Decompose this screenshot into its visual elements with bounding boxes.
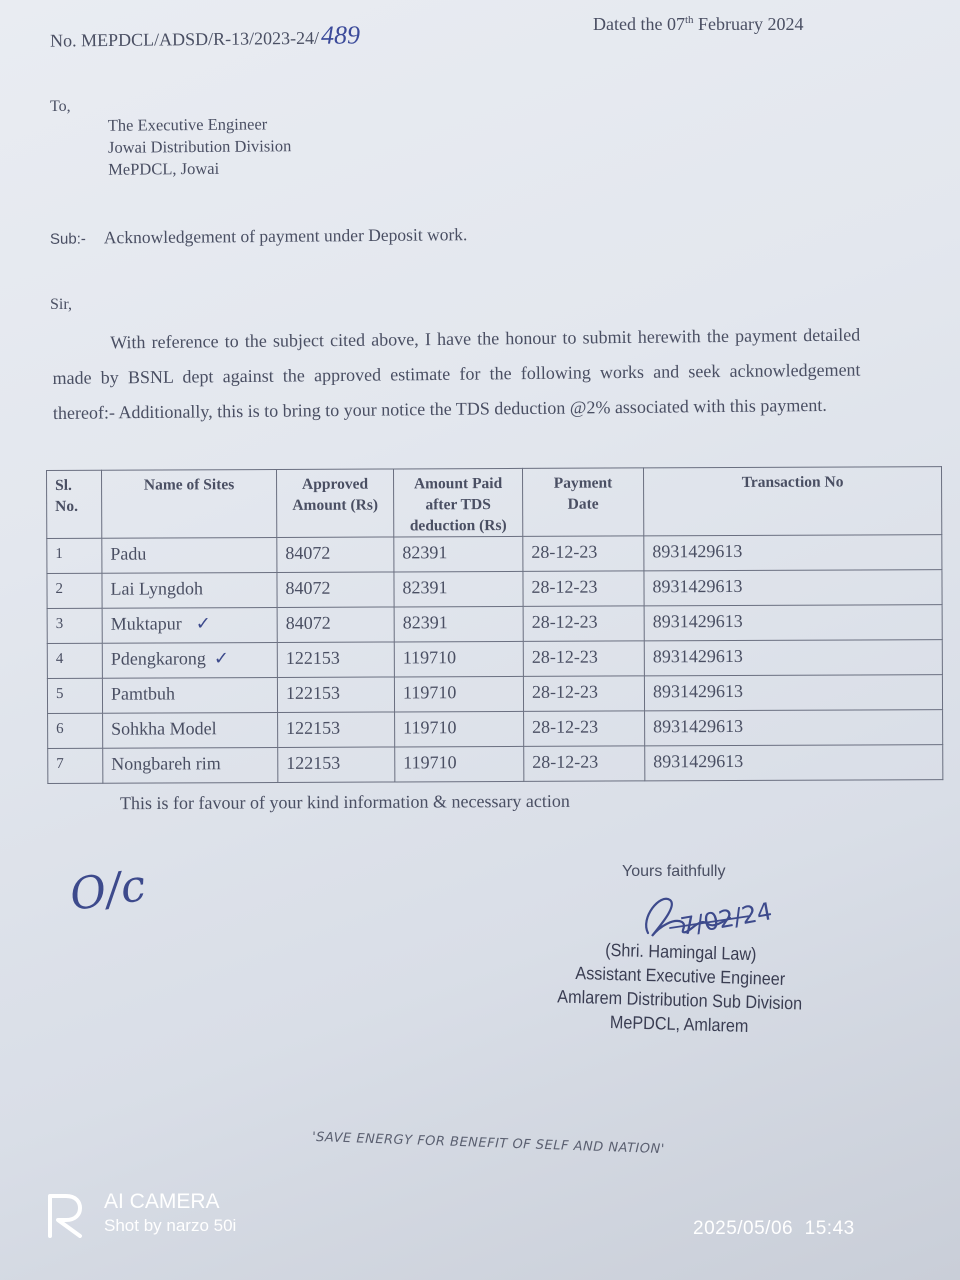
camera-watermark-subtitle: Shot by narzo 50i	[104, 1216, 237, 1235]
cell-sl: 5	[47, 678, 102, 713]
to-label: To,	[50, 98, 71, 115]
header-date	[522, 468, 643, 537]
recipient-line: MePDCL, Jowai	[108, 158, 220, 179]
cell-sl: 7	[48, 748, 103, 783]
signatory-office: Amlarem Distribution Sub Division	[557, 986, 803, 1014]
cell-site: Nongbareh rim	[103, 747, 278, 783]
cell-approved: 84072	[277, 607, 394, 643]
signatory-name: (Shri. Hamingal Law)	[605, 939, 757, 965]
table-row	[47, 605, 942, 644]
cell-date: 28-12-23	[524, 746, 645, 782]
cell-sl: 6	[48, 713, 103, 748]
table-row	[47, 675, 942, 714]
table-row	[47, 640, 942, 679]
table-row	[48, 710, 943, 749]
cell-txn: 8931429613	[644, 570, 942, 606]
header-text: Name of Sites	[143, 476, 235, 494]
table-row	[48, 745, 943, 784]
date-prefix: Dated the 07	[593, 14, 685, 34]
cell-sl: 2	[47, 573, 102, 608]
header-text: Amount Paid	[413, 475, 503, 493]
salutation: Sir,	[50, 296, 73, 313]
cell-approved: 122153	[278, 747, 395, 783]
body-paragraph	[52, 318, 861, 431]
header-text: Date	[567, 495, 599, 513]
signatory-block	[553, 936, 807, 1039]
cell-paid: 119710	[394, 641, 523, 677]
footer-motto: 'SAVE ENERGY FOR BENEFIT OF SELF AND NATION'	[311, 1129, 666, 1158]
cell-date: 28-12-23	[523, 571, 644, 607]
date-ordinal: th	[684, 14, 694, 26]
header-text: No.	[55, 497, 79, 515]
cell-date: 28-12-23	[523, 641, 644, 677]
letter-reference-number	[50, 20, 360, 53]
cell-approved: 122153	[277, 642, 394, 678]
body-text: With reference to the subject cited above, I have the honour to submit herewith the payment detailed made by BSNL dept against the approved estimate for the following works and seek acknowledgement thereof:- Additionally, this is to bring to your notice the TDS deduction @2% associated with this payment.	[52, 324, 861, 423]
cell-approved: 84072	[277, 572, 394, 608]
cell-date: 28-12-23	[523, 606, 644, 642]
cell-paid: 119710	[394, 676, 523, 712]
cell-sl: 1	[47, 538, 102, 573]
cell-site: Sohkha Model	[103, 712, 278, 748]
cell-paid: 82391	[394, 536, 523, 572]
table-header-row	[47, 467, 942, 539]
cell-approved: 122153	[277, 677, 394, 713]
cell-date: 28-12-23	[523, 536, 644, 572]
date-suffix: February 2024	[693, 14, 804, 34]
cell-site	[102, 642, 277, 678]
recipient-address	[108, 113, 292, 181]
table-row	[47, 535, 942, 574]
signature-date-handwritten: 7/02/24	[678, 897, 775, 941]
cell-txn: 8931429613	[644, 535, 942, 571]
header-text: Payment	[553, 474, 613, 492]
camera-timestamp: 2025/05/06 15:43	[693, 1218, 855, 1239]
camera-watermark-title: AI CAMERA	[104, 1190, 220, 1213]
cell-site: Padu	[102, 537, 277, 573]
cell-txn: 8931429613	[645, 710, 943, 746]
checkmark-icon: ✓	[213, 648, 229, 670]
letter-number-handwritten: 489	[320, 20, 361, 50]
cell-site: Lai Lyngdoh	[102, 572, 277, 608]
header-approved	[277, 469, 394, 538]
cell-site-text: Pdengkarong	[110, 648, 206, 669]
letter-number-printed: No. MEPDCL/ADSD/R-13/2023-24/	[49, 27, 320, 51]
header-text: Amount (Rs)	[292, 496, 379, 514]
yours-faithfully: Yours faithfully	[622, 863, 726, 880]
letter-date	[593, 14, 804, 35]
cell-site: Pamtbuh	[102, 677, 277, 713]
header-text: after TDS	[425, 496, 491, 514]
cell-date: 28-12-23	[524, 711, 645, 747]
header-text: Transaction No	[741, 473, 844, 491]
cell-date: 28-12-23	[523, 676, 644, 712]
cell-paid: 82391	[394, 571, 523, 607]
recipient-line: Jowai Distribution Division	[107, 136, 292, 157]
header-txn	[643, 467, 941, 536]
cell-txn: 8931429613	[645, 745, 943, 781]
cell-approved: 122153	[278, 712, 395, 748]
header-text: Approved	[301, 475, 369, 493]
header-text: Sl.	[55, 476, 72, 494]
cell-sl: 4	[47, 643, 102, 678]
cell-txn: 8931429613	[644, 675, 942, 711]
cell-txn: 8931429613	[644, 640, 942, 676]
subject-label: Sub:-	[49, 230, 86, 248]
table-row	[47, 570, 942, 609]
subject-text: Acknowledgement of payment under Deposit work.	[103, 224, 468, 248]
realme-logo-icon	[44, 1190, 84, 1238]
closing-note: This is for favour of your kind information & necessary action	[119, 790, 570, 814]
margin-note-handwritten: O/c	[66, 859, 149, 922]
cell-site	[102, 607, 277, 643]
header-sl	[47, 470, 102, 538]
payments-table	[46, 466, 943, 784]
cell-txn: 8931429613	[644, 605, 942, 641]
cell-sl: 3	[47, 608, 102, 643]
cell-paid: 119710	[395, 711, 524, 747]
cell-site-text: Muktapur	[110, 613, 182, 634]
signatory-org: MePDCL, Amlarem	[609, 1011, 749, 1037]
cell-paid: 82391	[394, 606, 523, 642]
header-text: deduction (Rs)	[409, 516, 507, 535]
header-paid	[393, 468, 522, 537]
subject-line	[50, 224, 468, 249]
recipient-line: The Executive Engineer	[107, 114, 268, 135]
cell-paid: 119710	[395, 746, 524, 782]
signatory-designation: Assistant Executive Engineer	[575, 962, 786, 990]
header-site	[102, 469, 277, 538]
checkmark-icon: ✓	[195, 613, 211, 635]
cell-approved: 84072	[277, 537, 394, 573]
